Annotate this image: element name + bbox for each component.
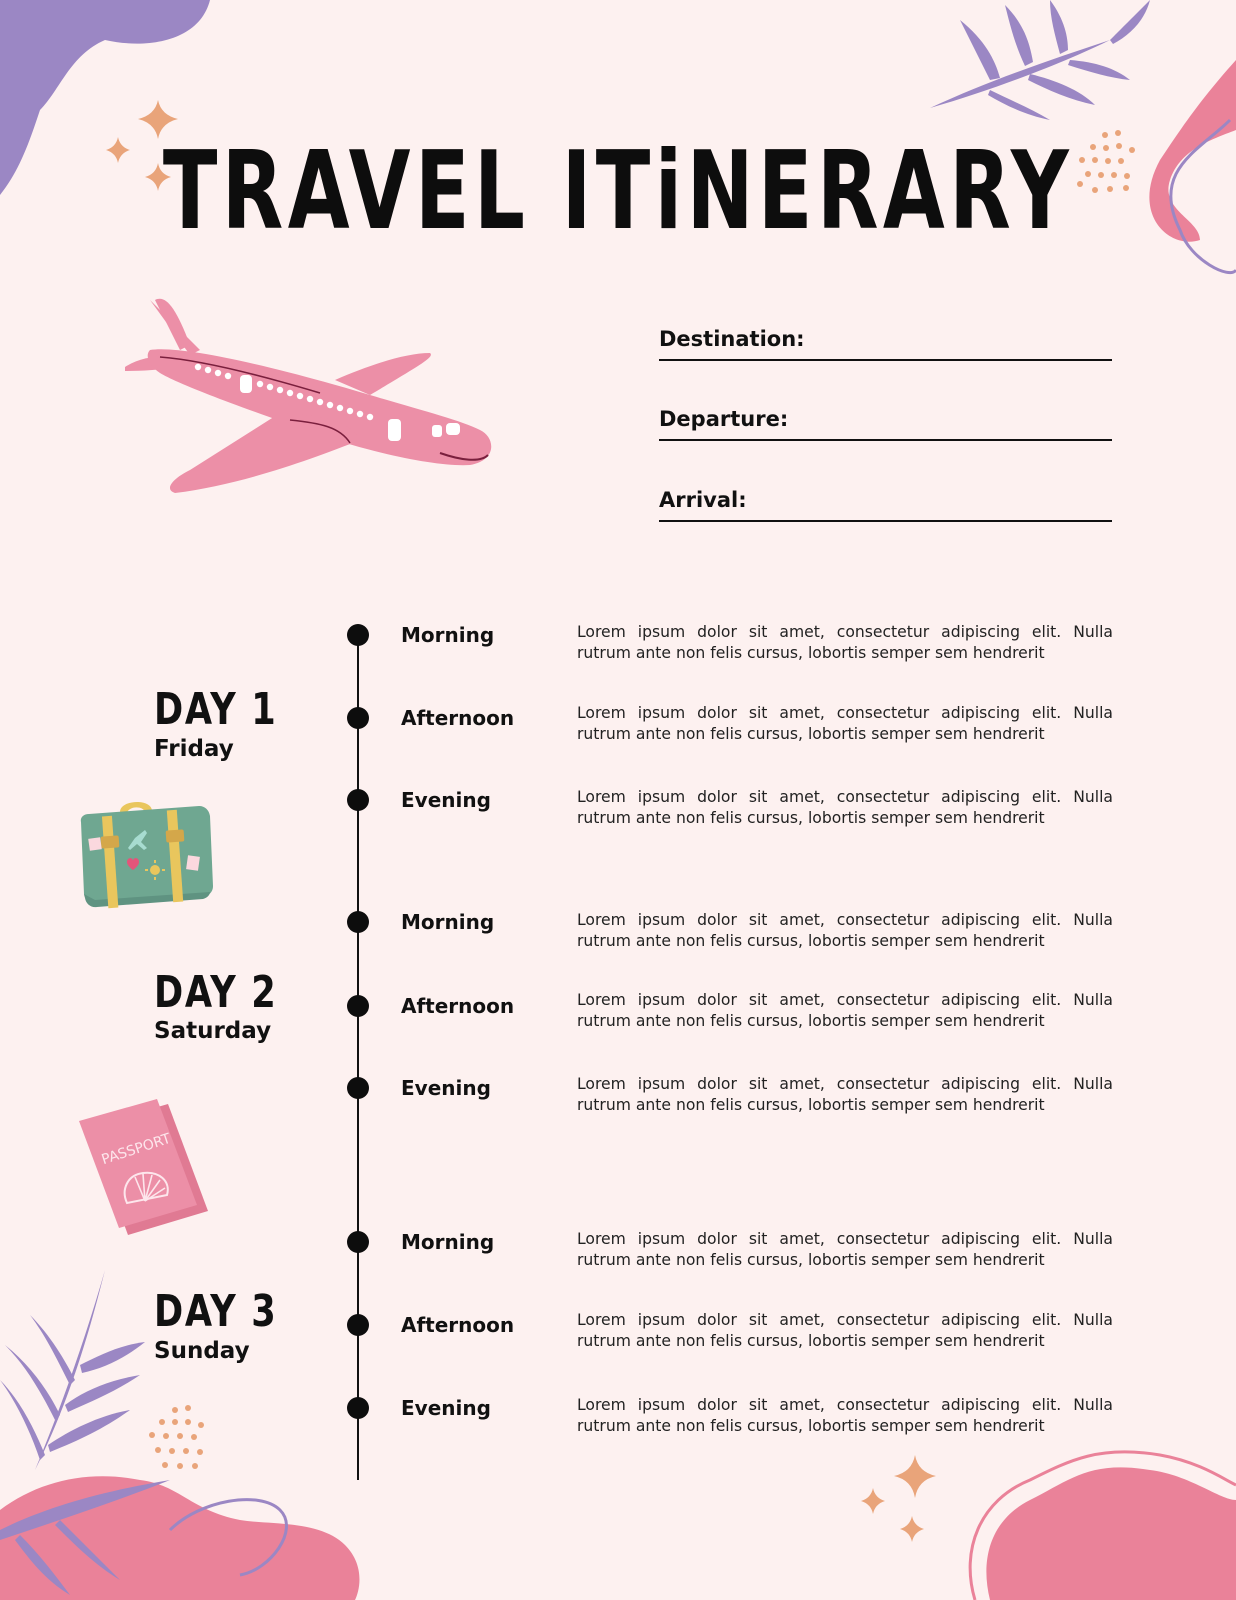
day-1-name: Friday xyxy=(154,736,234,762)
page-title: TRAVEL ITiNERARY xyxy=(162,129,1074,254)
day-2-evening-label: Evening xyxy=(401,1076,491,1100)
timeline-dot xyxy=(347,1231,369,1253)
day-1-evening-label: Evening xyxy=(401,788,491,812)
departure-field[interactable] xyxy=(659,405,1112,441)
day-1-evening-text: Lorem ipsum dolor sit amet, consectetur adipiscing elit. Nulla rutrum ante non felis cursus, lobortis semper sem hendrerit xyxy=(577,788,1113,827)
timeline-dot xyxy=(347,789,369,811)
destination-label: Destination: xyxy=(659,327,805,351)
suitcase-icon xyxy=(75,800,215,910)
day-1-morning-text: Lorem ipsum dolor sit amet, consectetur adipiscing elit. Nulla rutrum ante non felis cursus, lobortis semper sem hendrerit xyxy=(577,623,1113,662)
timeline-dot xyxy=(347,1077,369,1099)
timeline-dot xyxy=(347,624,369,646)
day-3-morning-label: Morning xyxy=(401,1230,495,1254)
day-2-title: DAY 2 xyxy=(154,967,278,1018)
day-3-afternoon-label: Afternoon xyxy=(401,1313,515,1337)
day-2-afternoon-text: Lorem ipsum dolor sit amet, consectetur adipiscing elit. Nulla rutrum ante non felis cursus, lobortis semper sem hendrerit xyxy=(577,991,1113,1030)
day-1-title: DAY 1 xyxy=(154,684,278,735)
timeline-dot xyxy=(347,707,369,729)
day-3-name: Sunday xyxy=(154,1338,250,1364)
day-3-title: DAY 3 xyxy=(154,1286,278,1337)
timeline-dot xyxy=(347,1397,369,1419)
departure-label: Departure: xyxy=(659,407,789,431)
arrival-field[interactable] xyxy=(659,486,1112,522)
day-2-afternoon-label: Afternoon xyxy=(401,994,515,1018)
timeline-line xyxy=(357,632,359,1480)
day-3-morning-text: Lorem ipsum dolor sit amet, consectetur adipiscing elit. Nulla rutrum ante non felis cursus, lobortis semper sem hendrerit xyxy=(577,1230,1113,1269)
arrival-label: Arrival: xyxy=(659,488,747,512)
passport-cover-text: PASSPORT xyxy=(99,1130,173,1169)
passport-icon xyxy=(75,1095,215,1245)
day-1-afternoon-label: Afternoon xyxy=(401,706,515,730)
timeline-dot xyxy=(347,995,369,1017)
airplane-icon xyxy=(120,295,510,505)
day-1-morning-label: Morning xyxy=(401,623,495,647)
day-2-name: Saturday xyxy=(154,1018,272,1044)
day-3-evening-label: Evening xyxy=(401,1396,491,1420)
day-2-morning-label: Morning xyxy=(401,910,495,934)
timeline-dot xyxy=(347,911,369,933)
day-3-evening-text: Lorem ipsum dolor sit amet, consectetur adipiscing elit. Nulla rutrum ante non felis cursus, lobortis semper sem hendrerit xyxy=(577,1396,1113,1435)
day-2-morning-text: Lorem ipsum dolor sit amet, consectetur adipiscing elit. Nulla rutrum ante non felis cursus, lobortis semper sem hendrerit xyxy=(577,911,1113,950)
day-1-afternoon-text: Lorem ipsum dolor sit amet, consectetur adipiscing elit. Nulla rutrum ante non felis cursus, lobortis semper sem hendrerit xyxy=(577,704,1113,743)
destination-field[interactable] xyxy=(659,325,1112,361)
day-2-evening-text: Lorem ipsum dolor sit amet, consectetur adipiscing elit. Nulla rutrum ante non felis cursus, lobortis semper sem hendrerit xyxy=(577,1075,1113,1114)
day-3-afternoon-text: Lorem ipsum dolor sit amet, consectetur adipiscing elit. Nulla rutrum ante non felis cursus, lobortis semper sem hendrerit xyxy=(577,1311,1113,1350)
timeline-dot xyxy=(347,1314,369,1336)
bottom-right-blob-decoration xyxy=(860,1440,1236,1600)
